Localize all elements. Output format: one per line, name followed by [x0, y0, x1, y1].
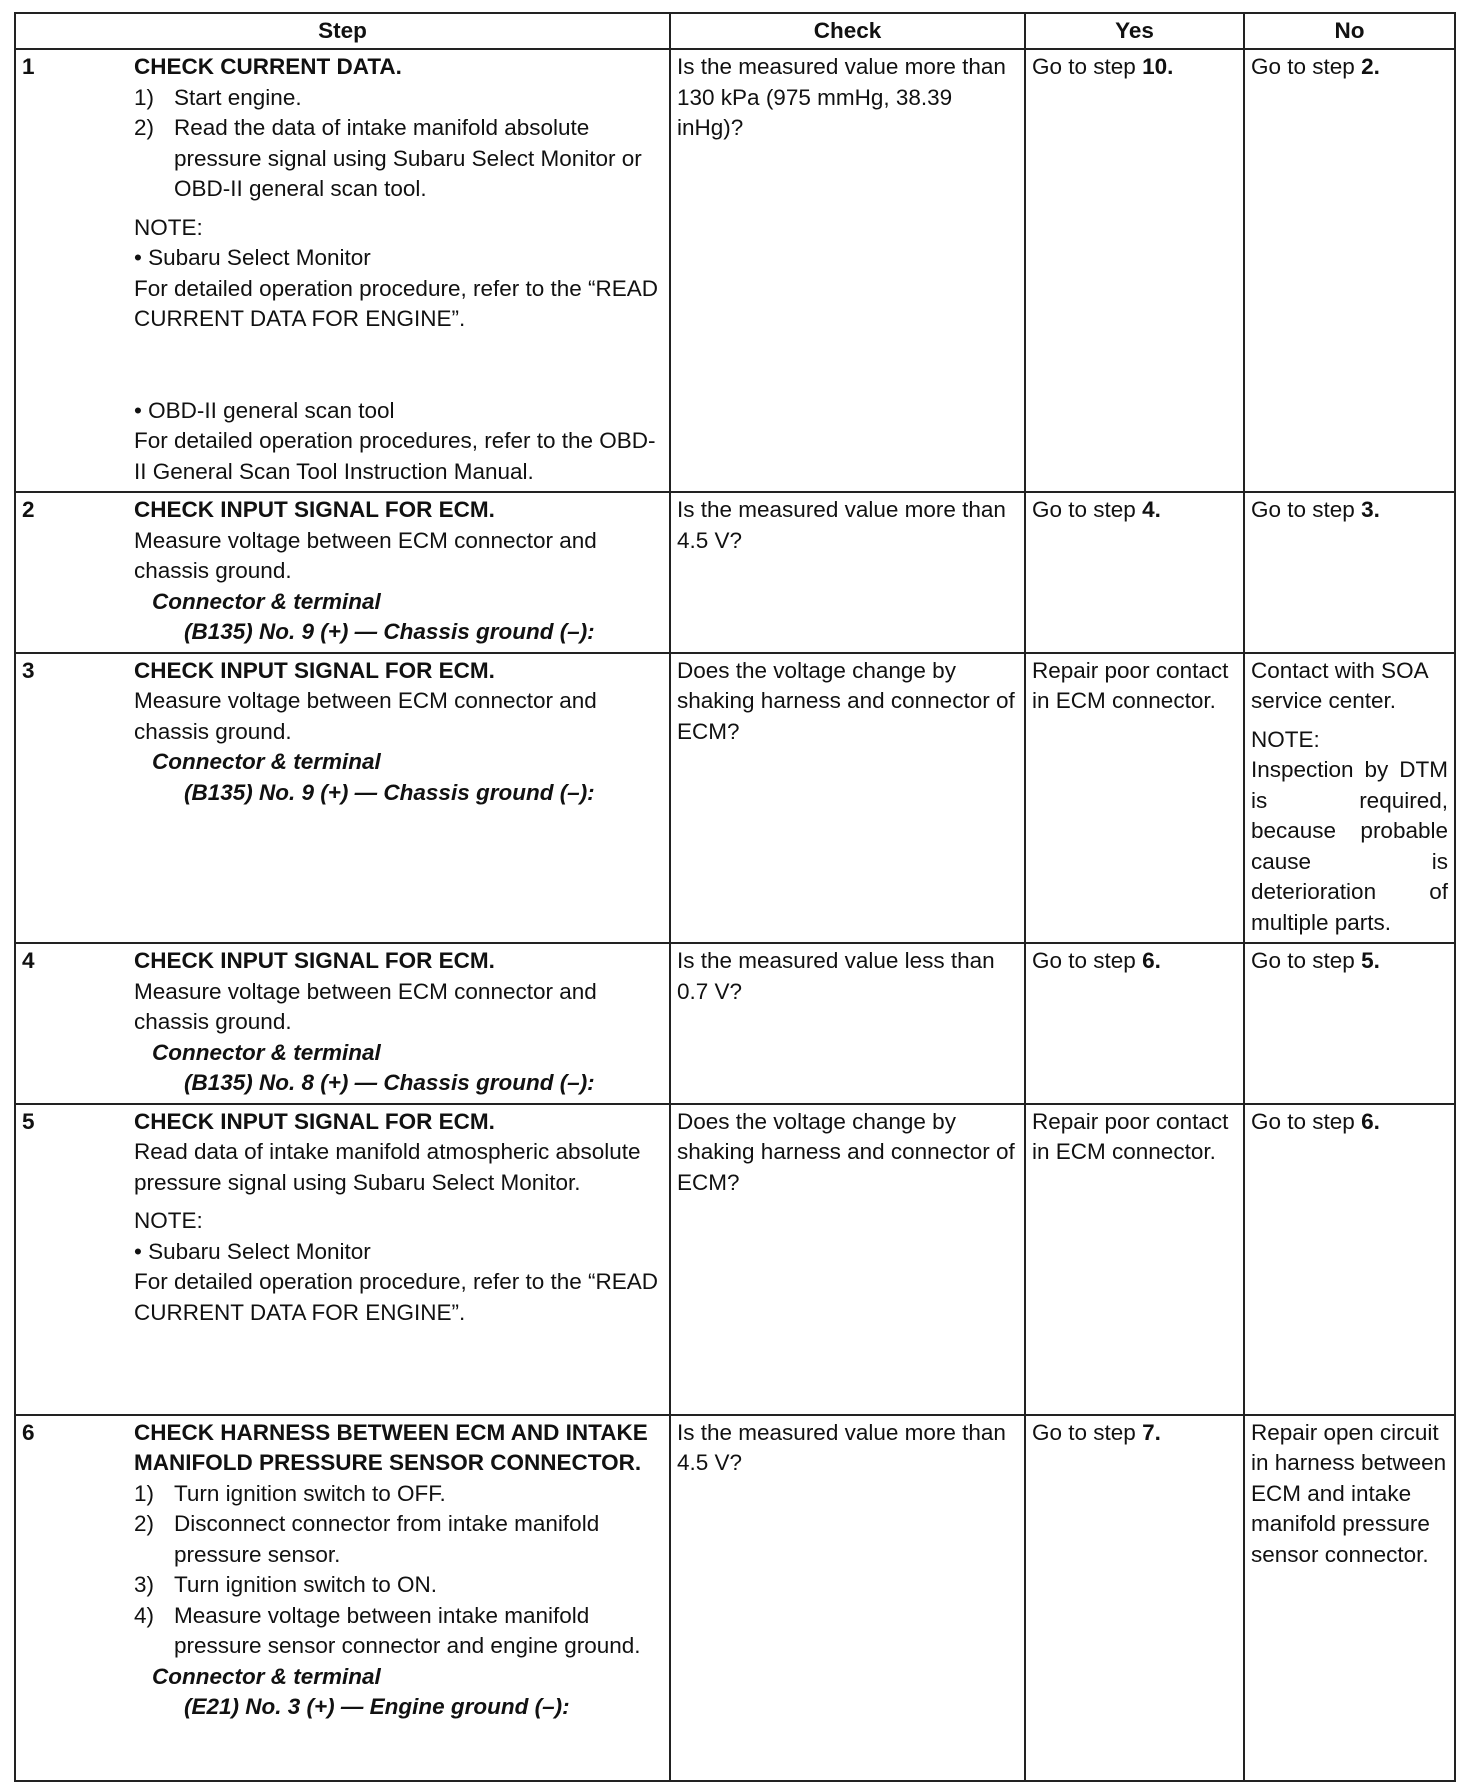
yes-cell	[1025, 1415, 1244, 1781]
diagnostic-procedure-sheet	[14, 12, 1454, 1782]
yes-cell: Repair poor contact in ECM connector.	[1025, 1104, 1244, 1415]
note-item-body: For detailed operation procedures, refer to the OBD-II General Scan Tool Instruction Manual.	[134, 428, 656, 484]
step-title: CHECK CURRENT DATA.	[134, 54, 402, 79]
step-number: 4	[22, 948, 35, 973]
goto-text: Go to step	[1032, 497, 1143, 522]
step-number: 5	[22, 1108, 35, 1134]
goto-step-number: 5.	[1361, 948, 1380, 973]
goto-step-number: 3.	[1361, 497, 1380, 522]
goto-step-number: 6.	[1361, 1108, 1380, 1134]
step-body: Measure voltage between ECM connector and chassis ground.	[134, 527, 597, 583]
note-label: NOTE:	[134, 1208, 203, 1233]
diagnostic-table	[14, 12, 1456, 1782]
substep-text: Start engine.	[174, 84, 302, 110]
step-number: 2	[22, 497, 35, 522]
goto-step-number: 4.	[1142, 497, 1161, 522]
no-action-text: Contact with SOA service center.	[1251, 657, 1428, 713]
substep-number: 1)	[134, 84, 155, 110]
connector-terminal-label: Connector & terminal	[152, 749, 381, 774]
step-cell	[15, 49, 670, 492]
step-cell	[15, 1415, 670, 1781]
step-cell	[15, 943, 670, 1104]
note-item-head: • Subaru Select Monitor	[134, 245, 371, 270]
header-no: No	[1244, 13, 1455, 49]
substep	[134, 1601, 663, 1662]
check-cell: Is the measured value more than 130 kPa (975 mmHg, 38.39 inHg)?	[670, 49, 1025, 492]
substep-text: Read the data of intake manifold absolute pressure signal using Subaru Select Monitor or OBD-II general scan tool.	[174, 115, 642, 201]
substep-text: Turn ignition switch to OFF.	[174, 1480, 446, 1506]
step-cell	[15, 492, 670, 653]
check-cell: Does the voltage change by shaking harness and connector of ECM?	[670, 653, 1025, 944]
goto-text: Go to step	[1251, 948, 1362, 973]
table-row	[15, 943, 1455, 1104]
connector-terminal-value: (B135) No. 9 (+) — Chassis ground (–):	[184, 619, 595, 644]
note-label: NOTE:	[1251, 726, 1320, 752]
no-cell	[1244, 492, 1455, 653]
substep-number: 3)	[134, 1572, 155, 1597]
substep	[134, 113, 663, 205]
substep-number: 1)	[134, 1480, 155, 1506]
note-item-head: • Subaru Select Monitor	[134, 1238, 371, 1264]
table-row	[15, 492, 1455, 653]
goto-step-number: 7.	[1142, 1419, 1161, 1445]
substep-text: Turn ignition switch to ON.	[174, 1572, 438, 1597]
substep-list	[134, 83, 663, 205]
connector-terminal-label: Connector & terminal	[152, 1663, 381, 1689]
yes-cell	[1025, 49, 1244, 492]
table-row	[15, 1104, 1455, 1415]
table-header-row	[15, 13, 1455, 49]
no-cell	[1244, 49, 1455, 492]
check-cell: Is the measured value more than 4.5 V?	[670, 1415, 1025, 1781]
note-body: Inspection by DTM is required, because probable cause is deterioration of multiple parts.	[1251, 757, 1448, 935]
note-label: NOTE:	[134, 214, 203, 240]
substep-number: 2)	[134, 115, 155, 140]
header-yes: Yes	[1025, 13, 1244, 49]
goto-text: Go to step	[1251, 1108, 1362, 1134]
connector-terminal-label: Connector & terminal	[152, 588, 381, 614]
step-title: CHECK INPUT SIGNAL FOR ECM.	[134, 1108, 495, 1134]
table-row	[15, 653, 1455, 944]
goto-step-number: 2.	[1361, 54, 1380, 79]
connector-terminal-value: (B135) No. 9 (+) — Chassis ground (–):	[184, 779, 595, 805]
header-step: Step	[15, 13, 670, 49]
step-number: 3	[22, 657, 35, 683]
goto-step-number: 6.	[1142, 948, 1161, 973]
no-cell: Repair open circuit in harness between ECM and intake manifold pressure sensor connector.	[1244, 1415, 1455, 1781]
substep	[134, 1509, 663, 1570]
step-body: Measure voltage between ECM connector and chassis ground.	[134, 688, 597, 744]
substep-list	[134, 1479, 663, 1662]
step-cell	[15, 653, 670, 944]
goto-text: Go to step	[1032, 948, 1143, 973]
check-cell: Is the measured value more than 4.5 V?	[670, 492, 1025, 653]
no-cell	[1244, 1104, 1455, 1415]
yes-cell	[1025, 943, 1244, 1104]
substep	[134, 83, 663, 114]
step-cell	[15, 1104, 670, 1415]
goto-text: Go to step	[1251, 497, 1362, 522]
no-cell	[1244, 943, 1455, 1104]
note-item-body: For detailed operation procedure, refer to the “READ CURRENT DATA FOR ENGINE”.	[134, 1269, 659, 1325]
goto-text: Go to step	[1032, 54, 1143, 79]
no-cell	[1244, 653, 1455, 944]
step-title: CHECK INPUT SIGNAL FOR ECM.	[134, 657, 495, 683]
step-body: Measure voltage between ECM connector and chassis ground.	[134, 978, 597, 1034]
step-title: CHECK HARNESS BETWEEN ECM AND INTAKE MANIFOLD PRESSURE SENSOR CONNECTOR.	[134, 1419, 648, 1475]
step-title: CHECK INPUT SIGNAL FOR ECM.	[134, 497, 495, 522]
goto-text: Go to step	[1032, 1419, 1143, 1445]
connector-terminal-label: Connector & terminal	[152, 1039, 381, 1065]
step-number: 6	[22, 1419, 35, 1445]
substep	[134, 1479, 663, 1510]
connector-terminal-value: (E21) No. 3 (+) — Engine ground (–):	[184, 1694, 570, 1719]
check-cell: Is the measured value less than 0.7 V?	[670, 943, 1025, 1104]
check-cell: Does the voltage change by shaking harness and connector of ECM?	[670, 1104, 1025, 1415]
substep-number: 4)	[134, 1602, 155, 1628]
substep-text: Disconnect connector from intake manifold pressure sensor.	[174, 1511, 600, 1567]
header-check: Check	[670, 13, 1025, 49]
yes-cell	[1025, 492, 1244, 653]
substep	[134, 1570, 663, 1601]
substep-number: 2)	[134, 1511, 155, 1536]
connector-terminal-value: (B135) No. 8 (+) — Chassis ground (–):	[184, 1070, 595, 1095]
goto-text: Go to step	[1251, 54, 1362, 79]
step-body: Read data of intake manifold atmospheric absolute pressure signal using Subaru Select Monitor.	[134, 1139, 641, 1195]
step-title: CHECK INPUT SIGNAL FOR ECM.	[134, 948, 495, 973]
yes-cell: Repair poor contact in ECM connector.	[1025, 653, 1244, 944]
table-row	[15, 49, 1455, 492]
step-number: 1	[22, 54, 35, 79]
substep-text: Measure voltage between intake manifold pressure sensor connector and engine ground.	[174, 1602, 641, 1658]
table-row	[15, 1415, 1455, 1781]
note-item-body: For detailed operation procedure, refer to the “READ CURRENT DATA FOR ENGINE”.	[134, 275, 659, 331]
note-item-head: • OBD-II general scan tool	[134, 397, 395, 423]
goto-step-number: 10.	[1142, 54, 1174, 79]
